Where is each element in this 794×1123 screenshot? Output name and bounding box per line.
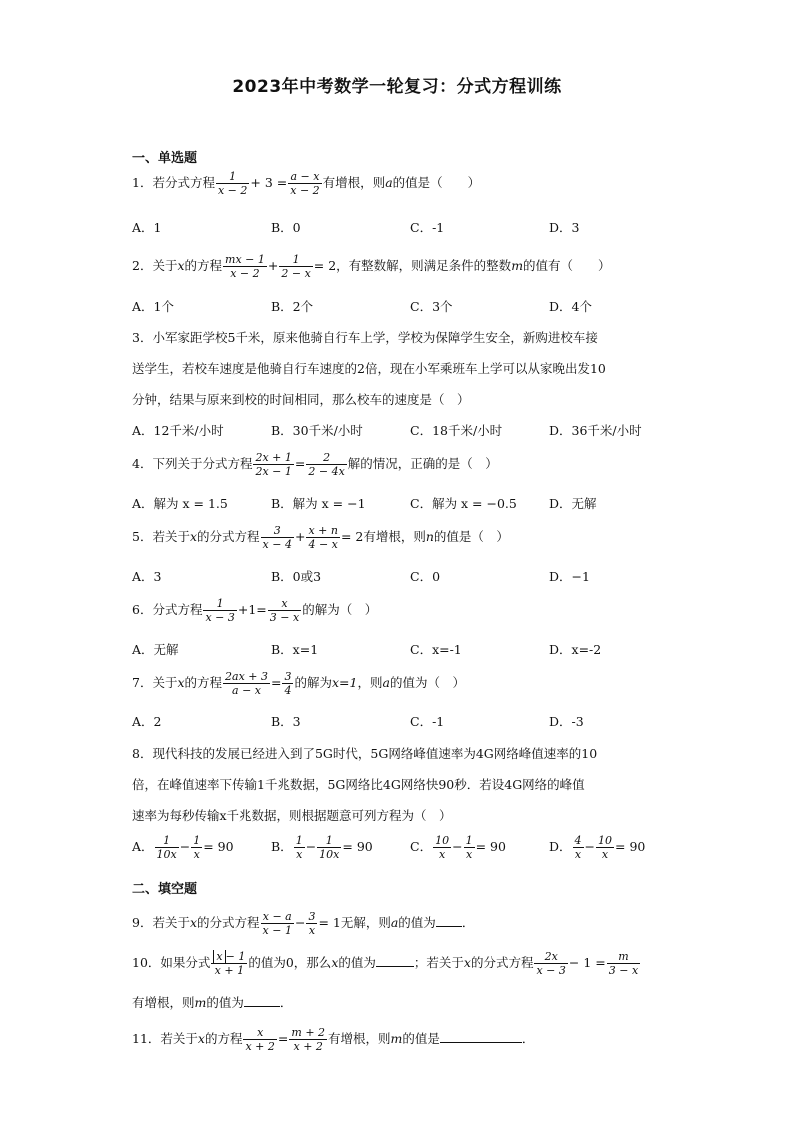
q7-prefix: 7．关于 <box>132 675 178 690</box>
q6-fraction-1 <box>203 597 236 624</box>
q5-frac1-num: 3 <box>261 524 294 538</box>
q3-option-d[interactable]: D．36千米/小时 <box>549 423 642 438</box>
question-10-line-2 <box>132 993 292 1011</box>
q8b-label: B． <box>271 839 293 854</box>
q2-mid: = 2，有整数解，则满足条件的整数 <box>313 258 512 273</box>
q6-option-d[interactable]: D．x=-2 <box>549 642 602 657</box>
q8-option-a[interactable] <box>132 834 234 861</box>
question-2 <box>132 253 611 280</box>
q5-option-b[interactable]: B．0或3 <box>271 569 322 584</box>
q8-option-b[interactable] <box>271 834 373 861</box>
q8b-frac2-den: 10x <box>319 848 340 861</box>
q1-option-a[interactable]: A．1 <box>132 220 162 235</box>
q9-var: x <box>189 915 198 930</box>
q10-mid: 的值为0，那么 <box>248 955 332 970</box>
q5-mid: = 2有增根，则 <box>340 529 426 544</box>
q8d-frac2-num: 10 <box>598 834 613 847</box>
q2-prefix2: 的方程 <box>184 258 223 273</box>
q8d-frac2-den: x <box>601 848 609 861</box>
q2-plus: + <box>267 258 279 273</box>
q10-fraction-1 <box>211 950 247 977</box>
question-1 <box>132 170 480 197</box>
q7-mid: 的解为 <box>294 675 332 690</box>
q5-fraction-2 <box>306 524 340 551</box>
q2-frac2-num: 1 <box>279 253 312 267</box>
q2-option-a[interactable]: A．1个 <box>132 299 174 314</box>
q10-line2-prefix: 有增根，则 <box>132 995 195 1010</box>
q5-prefix2: 的分式方程 <box>197 529 260 544</box>
section-heading-fill-blank: 二、填空题 <box>132 882 198 897</box>
q10-frac3-num: m <box>607 950 640 964</box>
q8b-frac2-num: 1 <box>317 834 341 848</box>
q1-option-c[interactable]: C．-1 <box>410 220 445 235</box>
q10-mid4: 的分式方程 <box>470 955 534 970</box>
q8b-frac1-num: 1 <box>295 834 303 847</box>
q1-post: 有增根，则 <box>322 175 386 190</box>
q11-fraction-1 <box>243 1026 276 1053</box>
q1-frac1-den: x − 2 <box>217 184 248 197</box>
q9-prefix: 9．若关于 <box>132 915 190 930</box>
q4-option-d[interactable]: D．无解 <box>549 496 597 511</box>
q11-frac2-num: m + 2 <box>291 1026 326 1039</box>
q10-frac1-num <box>211 950 247 964</box>
q4-post: 解的情况，正确的是（ ） <box>347 456 498 471</box>
q10-frac2-den: x − 3 <box>536 964 566 977</box>
q11-eq: = <box>277 1031 289 1046</box>
q10-mid2: 的值为 <box>338 955 376 970</box>
q8d-minus: − <box>584 839 596 854</box>
q4-frac1-num: 2x + 1 <box>255 451 292 464</box>
q7-option-d[interactable]: D．-3 <box>549 714 584 729</box>
q8-option-d[interactable] <box>549 834 645 861</box>
q6-frac1-num: 1 <box>203 597 236 611</box>
question-6 <box>132 597 377 624</box>
q7-option-a[interactable]: A．2 <box>132 714 162 729</box>
q11-var2: m <box>390 1031 403 1046</box>
q5-var: x <box>189 529 198 544</box>
q7-frac2-den: 4 <box>284 684 292 697</box>
q8c-minus: − <box>452 839 463 854</box>
q10-frac2-num: 2x <box>534 950 567 964</box>
q8d-rhs: = 90 <box>615 839 646 854</box>
q6-option-b[interactable]: B．x=1 <box>271 642 319 657</box>
q3-option-a[interactable]: A．12千米/小时 <box>132 423 224 438</box>
q5-var2: n <box>425 529 434 544</box>
q7-var2: a <box>382 675 390 690</box>
q8a-fraction-2 <box>191 834 202 861</box>
q1-frac2-den: x − 2 <box>290 184 320 197</box>
q9-minus: − <box>294 915 306 930</box>
q8c-frac2-num: 1 <box>465 834 473 847</box>
q10-var2: x <box>463 955 471 970</box>
q5-frac2-num: x + n <box>308 524 338 537</box>
q1-var: a <box>385 175 393 190</box>
q6-frac1-den: x − 3 <box>205 611 235 624</box>
q9-fraction-2 <box>306 910 317 937</box>
q11-prefix: 11．若关于 <box>132 1031 198 1046</box>
q10-var: x <box>331 955 339 970</box>
q7-eq: = <box>271 675 282 690</box>
q7-prefix2: 的方程 <box>184 675 223 690</box>
q10-frac1-num-rest: − 1 <box>225 950 246 963</box>
q4-option-c[interactable]: C．解为 x = −0.5 <box>410 496 517 511</box>
q7-option-b[interactable]: B．3 <box>271 714 301 729</box>
q8a-frac2-den: x <box>193 848 200 861</box>
q1-option-d[interactable]: D．3 <box>549 220 580 235</box>
q2-fraction-1 <box>223 253 267 280</box>
q8c-fraction-2 <box>464 834 475 861</box>
q8a-rhs: = 90 <box>203 839 234 854</box>
q8c-rhs: = 90 <box>475 839 506 854</box>
q9-frac1-den: x − 1 <box>262 924 292 937</box>
q4-option-b[interactable]: B．解为 x = −1 <box>271 496 366 511</box>
q1-frac2-num: a − x <box>288 170 321 184</box>
q11-end: ． <box>521 1031 535 1046</box>
question-8-line-2: 倍，在峰值速率下传输1千兆数据，5G网络比4G网络快90秒．若设4G网络的峰值 <box>132 777 585 792</box>
q5-option-d[interactable]: D．−1 <box>549 569 590 584</box>
q9-post: 的值为 <box>398 915 436 930</box>
q9-frac1-num: x − a <box>261 910 294 924</box>
q5-frac1-den: x − 4 <box>262 538 292 551</box>
q4-frac2-num: 2 <box>306 451 346 465</box>
q4-frac1-den: 2x − 1 <box>255 465 292 478</box>
q1-prefix: 1．若分式方程 <box>132 175 215 190</box>
q8b-fraction-2 <box>317 834 341 861</box>
q7-frac1-num: 2ax + 3 <box>225 670 268 683</box>
q7-frac2-num: 3 <box>284 670 292 683</box>
q7-solution: x=1 <box>332 675 358 690</box>
question-8-line-3: 速率为每秒传输x千兆数据，则根据题意可列方程为（ ） <box>132 808 452 823</box>
q9-mid: = 1无解，则 <box>318 915 391 930</box>
q10-mid3: ；若关于 <box>413 955 464 970</box>
q2-fraction-2 <box>279 253 312 280</box>
q8a-minus: − <box>179 839 191 854</box>
q2-option-d[interactable]: D．4个 <box>549 299 592 314</box>
q7-post: ，则 <box>357 675 383 690</box>
q8a-fraction-1 <box>155 834 179 861</box>
q4-fraction-2 <box>306 451 346 478</box>
q11-frac2-den: x + 2 <box>293 1040 323 1053</box>
q8c-frac2-den: x <box>465 848 473 861</box>
q1-option-b[interactable]: B．0 <box>271 220 301 235</box>
q9-answer-blank[interactable] <box>436 914 462 927</box>
q11-post2: 的值是 <box>402 1031 440 1046</box>
question-3-line-3: 分钟，结果与原来到校的时间相同，那么校车的速度是（ ） <box>132 392 470 407</box>
q8d-fraction-1 <box>573 834 584 861</box>
q6-option-c[interactable]: C．x=-1 <box>410 642 462 657</box>
q3-option-b[interactable]: B．30千米/小时 <box>271 423 363 438</box>
q6-frac2-den: 3 − x <box>269 611 300 624</box>
q5-option-a[interactable]: A．3 <box>132 569 162 584</box>
q5-post: 的值是（ ） <box>433 529 509 544</box>
q1-mid: + 3 = <box>250 175 288 190</box>
q2-post: 的值有（ ） <box>523 258 611 273</box>
q11-frac1-den: x + 2 <box>245 1040 275 1053</box>
q5-prefix: 5．若关于 <box>132 529 190 544</box>
q2-frac1-num: mx − 1 <box>225 253 265 266</box>
q9-frac2-num: 3 <box>308 910 316 923</box>
q9-frac2-den: x <box>308 924 316 937</box>
q10-end: ． <box>279 995 293 1010</box>
question-3-line-1: 3．小军家距学校5千米，原来他骑自行车上学，学校为保障学生安全，新购进校车接 <box>132 330 598 345</box>
q2-option-c[interactable]: C．3个 <box>410 299 453 314</box>
q2-var2: m <box>511 258 524 273</box>
q11-fraction-2 <box>289 1026 327 1053</box>
q10-line2-mid: 的值为 <box>206 995 244 1010</box>
q6-fraction-2 <box>268 597 301 624</box>
q1-frac1-num: 1 <box>216 170 249 184</box>
q4-frac2-den: 2 − 4x <box>308 465 345 478</box>
q7-post2: 的值为（ ） <box>389 675 465 690</box>
question-11 <box>132 1026 534 1053</box>
q11-prefix2: 的方程 <box>204 1031 243 1046</box>
q8d-frac1-den: x <box>574 848 582 861</box>
q9-end: ． <box>461 915 475 930</box>
q5-option-c[interactable]: C．0 <box>410 569 441 584</box>
q11-var: x <box>197 1031 205 1046</box>
q2-frac1-den: x − 2 <box>230 267 260 280</box>
section-heading-single-choice: 一、单选题 <box>132 151 198 166</box>
q4-prefix: 4．下列关于分式方程 <box>132 456 253 471</box>
q6-option-a[interactable]: A．无解 <box>132 642 179 657</box>
q8d-label: D． <box>549 839 572 854</box>
q7-var: x <box>177 675 185 690</box>
q10-fraction-2 <box>534 950 567 977</box>
q5-fraction-1 <box>261 524 294 551</box>
q6-prefix: 6．分式方程 <box>132 602 203 617</box>
q6-frac2-num: x <box>268 597 301 611</box>
q8c-frac1-num: 10 <box>435 834 450 847</box>
q11-answer-blank[interactable] <box>440 1030 522 1043</box>
q11-frac1-num: x <box>243 1026 276 1040</box>
q2-option-b[interactable]: B．2个 <box>271 299 314 314</box>
q8c-label: C． <box>410 839 433 854</box>
q8a-frac2-num: 1 <box>193 834 201 847</box>
q9-var2: a <box>390 915 399 930</box>
q10-fraction-3 <box>607 950 640 977</box>
q8b-rhs: = 90 <box>342 839 373 854</box>
q8a-label: A． <box>132 839 154 854</box>
q4-eq: = <box>294 456 306 471</box>
question-10-line-1 <box>132 950 641 977</box>
q10-frac1-den: x + 1 <box>214 964 245 977</box>
question-5 <box>132 524 509 551</box>
q10-var3: m <box>194 995 207 1010</box>
q3-option-c[interactable]: C．18千米/小时 <box>410 423 503 438</box>
q4-option-a[interactable]: A．解为 x = 1.5 <box>132 496 228 511</box>
q8d-fraction-2 <box>596 834 614 861</box>
q7-option-c[interactable]: C．-1 <box>410 714 445 729</box>
q2-frac2-den: 2 − x <box>281 267 311 280</box>
q5-frac2-den: 4 − x <box>308 538 338 551</box>
question-9 <box>132 910 474 937</box>
q7-frac1-den: a − x <box>232 684 261 697</box>
q8a-frac1-num: 1 <box>155 834 179 848</box>
q2-prefix: 2．关于 <box>132 258 178 273</box>
q10-prefix: 10．如果分式 <box>132 955 211 970</box>
q8c-fraction-1 <box>433 834 451 861</box>
q8c-frac1-den: x <box>438 848 446 861</box>
q7-fraction-1 <box>223 670 270 697</box>
q1-fraction-2 <box>288 170 321 197</box>
q5-plus: + <box>294 529 306 544</box>
q10-abs-value: x <box>213 950 225 963</box>
q7-fraction-2 <box>282 670 293 697</box>
q10-mid5: − 1 = <box>568 955 606 970</box>
q8b-fraction-1 <box>294 834 305 861</box>
q8b-frac1-den: x <box>296 848 303 861</box>
page-title: 2023年中考数学一轮复习：分式方程训练 <box>232 77 562 97</box>
q10-answer-blank-2[interactable] <box>244 994 280 1007</box>
question-7 <box>132 670 465 697</box>
q8a-frac1-den: 10x <box>156 848 177 861</box>
q8b-minus: − <box>305 839 317 854</box>
q8d-frac1-num: 4 <box>574 834 582 847</box>
q11-post: 有增根，则 <box>328 1031 391 1046</box>
question-3-line-2: 送学生，若校车速度是他骑自行车速度的2倍，现在小军乘班车上学可以从家晚出发10 <box>132 361 606 376</box>
q1-post2: 的值是（ ） <box>392 175 481 190</box>
q1-fraction-1 <box>216 170 249 197</box>
q4-fraction-1 <box>253 451 293 478</box>
question-8-line-1: 8．现代科技的发展已经进入到了5G时代，5G网络峰值速率为4G网络峰值速率的10 <box>132 746 598 761</box>
q6-mid: +1= <box>237 602 267 617</box>
q9-fraction-1 <box>261 910 294 937</box>
q6-post: 的解为（ ） <box>302 602 378 617</box>
q8-option-c[interactable] <box>410 834 506 861</box>
question-4 <box>132 451 498 478</box>
q10-frac3-den: 3 − x <box>608 964 639 977</box>
q9-prefix2: 的分式方程 <box>197 915 260 930</box>
q2-var: x <box>177 258 185 273</box>
q10-answer-blank-1[interactable] <box>376 954 414 967</box>
